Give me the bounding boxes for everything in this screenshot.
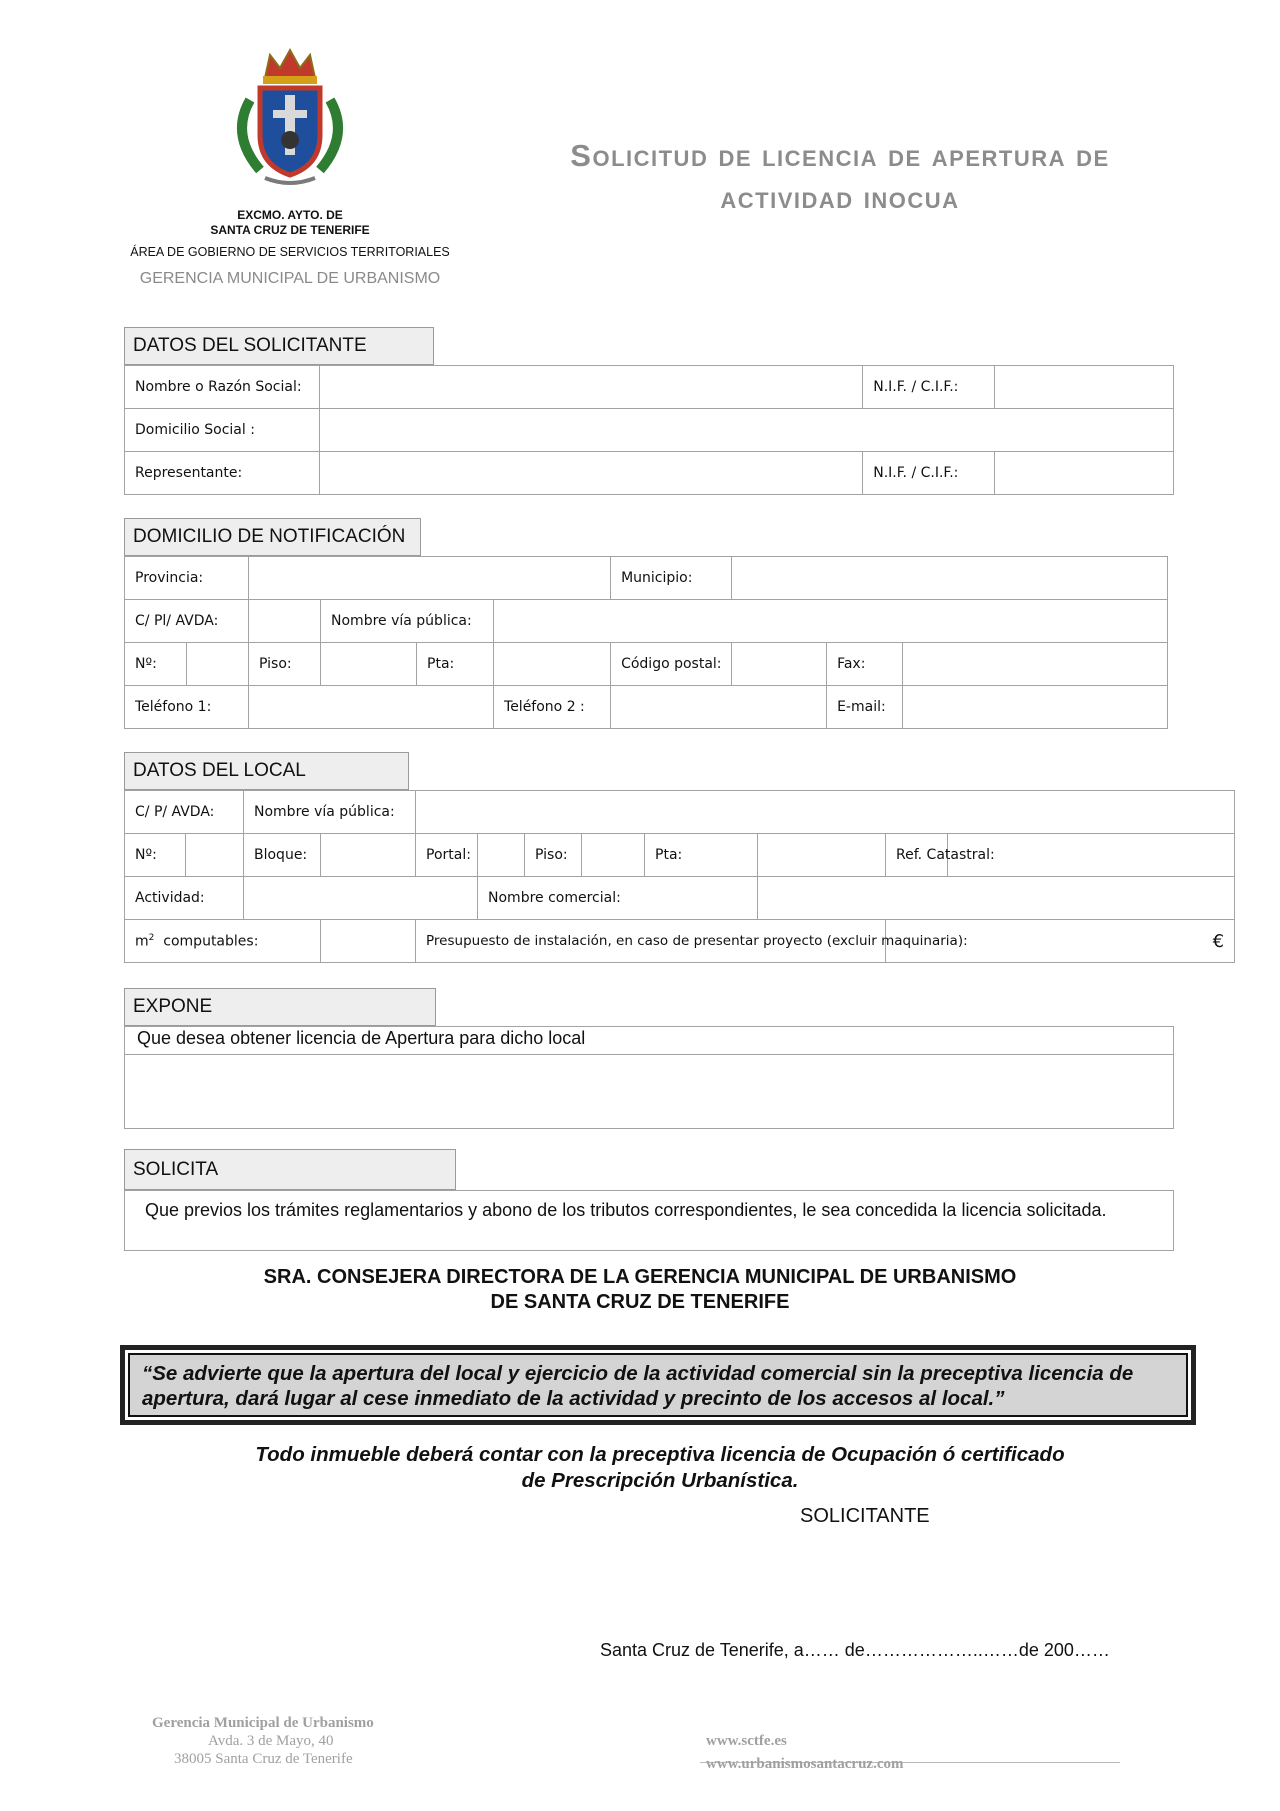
table-row	[125, 557, 1168, 600]
section-heading-solicita: SOLICITA	[124, 1149, 456, 1190]
domicilio-input[interactable]	[319, 409, 1173, 452]
date-line: Santa Cruz de Tenerife, a…… de………………..……de 200……	[600, 1640, 1110, 1660]
field-label: Nº:	[125, 834, 186, 877]
m2-input[interactable]	[321, 920, 416, 963]
table-row	[125, 366, 1174, 409]
footer-city: 38005 Santa Cruz de Tenerife	[174, 1751, 353, 1767]
section-heading-expone: EXPONE	[124, 988, 436, 1026]
field-label: Nombre vía pública:	[244, 791, 416, 834]
local-numero-input[interactable]	[186, 834, 244, 877]
table-row	[125, 920, 1235, 963]
via-nombre-input[interactable]	[494, 600, 1168, 643]
field-label: Piso:	[249, 643, 321, 686]
field-label: Presupuesto de instalación, en caso de presentar proyecto (excluir maquinaria):	[416, 920, 886, 963]
field-label: Nº:	[125, 643, 187, 686]
pta-input[interactable]	[494, 643, 611, 686]
expone-text: Que desea obtener licencia de Apertura para dicho local	[124, 1026, 1174, 1055]
nombre-comercial-input[interactable]	[758, 877, 1235, 920]
table-row	[125, 409, 1174, 452]
title-line1: Solicitud de licencia de apertura de	[570, 138, 1110, 173]
director-addressee	[130, 1265, 1150, 1315]
table-row	[125, 452, 1174, 495]
actividad-input[interactable]	[244, 877, 478, 920]
field-label: N.I.F. / C.I.F.:	[863, 366, 995, 409]
field-label: Provincia:	[125, 557, 249, 600]
presupuesto-input[interactable]: €	[886, 920, 1235, 963]
field-label: Municipio:	[611, 557, 732, 600]
portal-input[interactable]	[478, 834, 525, 877]
field-label: N.I.F. / C.I.F.:	[863, 452, 995, 495]
footer-org-name: Gerencia Municipal de Urbanismo	[152, 1715, 374, 1731]
ocupacion-note	[130, 1442, 1190, 1494]
org-name-line2: SANTA CRUZ DE TENERIFE	[210, 223, 370, 237]
table-row	[125, 686, 1168, 729]
table-row	[125, 600, 1168, 643]
field-label: C/ P/ AVDA:	[125, 791, 244, 834]
representante-input[interactable]	[319, 452, 862, 495]
field-label: C/ Pl/ AVDA:	[125, 600, 249, 643]
local-pta-input[interactable]	[758, 834, 886, 877]
notificacion-table	[124, 556, 1168, 729]
field-label: $m^2$ computables:	[125, 920, 321, 963]
footer-web2[interactable]: www.urbanismosantacruz.com	[706, 1756, 904, 1772]
field-label: Código postal:	[611, 643, 732, 686]
telefono2-input[interactable]	[611, 686, 827, 729]
field-label: Bloque:	[244, 834, 321, 877]
via-tipo-input[interactable]	[249, 600, 321, 643]
field-label: Pta:	[645, 834, 758, 877]
field-label: Nombre vía pública:	[321, 600, 494, 643]
table-row	[125, 791, 1235, 834]
page-title	[520, 135, 1160, 219]
local-table	[124, 790, 1235, 963]
footer-web1[interactable]: www.sctfe.es	[706, 1733, 787, 1749]
section-heading-local: DATOS DEL LOCAL	[124, 752, 409, 790]
director-line2: DE SANTA CRUZ DE TENERIFE	[490, 1291, 790, 1313]
solicitante-signature-label: SOLICITANTE	[800, 1505, 930, 1527]
field-label: Actividad:	[125, 877, 244, 920]
area-gobierno: ÁREA DE GOBIERNO DE SERVICIOS TERRITORIALES	[130, 245, 450, 259]
gerencia-name: GERENCIA MUNICIPAL DE URBANISMO	[139, 270, 441, 287]
table-row	[125, 834, 1235, 877]
footer-address: Avda. 3 de Mayo, 40	[208, 1733, 334, 1749]
field-label: Nombre comercial:	[478, 877, 758, 920]
email-input[interactable]	[903, 686, 1168, 729]
field-label: Teléfono 1:	[125, 686, 249, 729]
expone-textarea[interactable]	[124, 1054, 1174, 1129]
table-row	[125, 643, 1168, 686]
municipio-input[interactable]	[732, 557, 1168, 600]
field-label: Pta:	[417, 643, 494, 686]
piso-input[interactable]	[321, 643, 417, 686]
telefono1-input[interactable]	[249, 686, 494, 729]
section-heading-solicitante: DATOS DEL SOLICITANTE	[124, 327, 434, 365]
solicitante-table	[124, 365, 1174, 495]
field-label: Nombre o Razón Social:	[125, 366, 320, 409]
field-label: Fax:	[827, 643, 903, 686]
field-label: Ref. Catastral:	[886, 834, 948, 877]
note-line1: Todo inmueble deberá contar con la preceptiva licencia de Ocupación ó certificado	[255, 1443, 1065, 1466]
field-label: Representante:	[125, 452, 320, 495]
cp-input[interactable]	[732, 643, 827, 686]
solicita-text: Que previos los trámites reglamentarios y abono de los tributos correspondientes, le sea concedida la licencia solicitada.	[124, 1190, 1174, 1251]
provincia-input[interactable]	[249, 557, 611, 600]
title-line2: actividad inocua	[720, 180, 960, 215]
warning-text: “Se advierte que la apertura del local y ejercicio de la actividad comercial sin la preceptiva licencia de apertura, dará lugar al cese inmediato de la actividad y precinto de los accesos al local.”	[128, 1353, 1188, 1417]
table-row	[125, 877, 1235, 920]
org-name-line1: EXCMO. AYTO. DE	[237, 208, 343, 222]
nif-input[interactable]	[995, 366, 1174, 409]
note-line2: de Prescripción Urbanística.	[521, 1469, 799, 1492]
director-line1: SRA. CONSEJERA DIRECTORA DE LA GERENCIA MUNICIPAL DE URBANISMO	[263, 1266, 1017, 1288]
local-via-input[interactable]	[416, 791, 1235, 834]
section-heading-notificacion: DOMICILIO DE NOTIFICACIÓN	[124, 518, 421, 556]
field-label: E-mail:	[827, 686, 903, 729]
fax-input[interactable]	[903, 643, 1168, 686]
numero-input[interactable]	[187, 643, 249, 686]
warning-frame	[125, 1350, 1191, 1420]
representante-nif-input[interactable]	[995, 452, 1174, 495]
bloque-input[interactable]	[321, 834, 416, 877]
field-label: Piso:	[525, 834, 582, 877]
warning-box	[120, 1345, 1196, 1425]
local-piso-input[interactable]	[582, 834, 645, 877]
field-label: Domicilio Social :	[125, 409, 320, 452]
field-label: Teléfono 2 :	[494, 686, 611, 729]
coat-of-arms-logo	[225, 40, 355, 190]
field-label: Portal:	[416, 834, 478, 877]
nombre-input[interactable]	[319, 366, 862, 409]
